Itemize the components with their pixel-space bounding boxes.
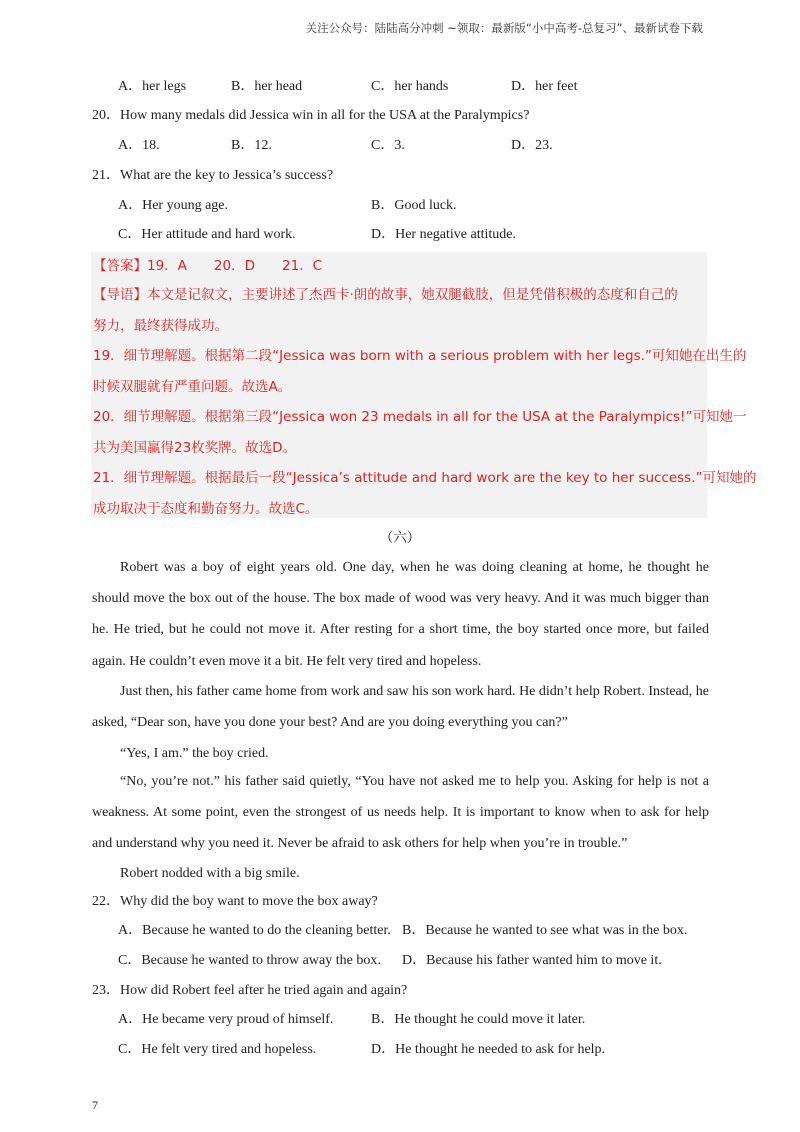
page-number: 7 [92, 1098, 98, 1112]
option-d: D．her feet [511, 79, 578, 94]
explanation-21-line-2: 成功取决于态度和勤奋努力。故选C。 [93, 501, 319, 517]
passage-paragraph-1: Robert was a boy of eight years old. One day, when he was doing cleaning at home, he thought he should move the box out of the house. The box made of wood was very heavy. And it was much bigger than he. He tried, but he could not move it. After resting for a short time, the boy started once more, but failed again. He couldn’t even move it a bit. He felt very tired and hopeless. [92, 560, 709, 669]
passage-paragraph-4: “No, you’re not.” his father said quietly, “You have not asked me to help you. Asking for help is not a weakness. At some point, even the strongest of us needs help. It is important to know when to ask for help and understand why you need it. Never be afraid to ask others for help when you’re in trouble.” [92, 774, 709, 852]
explanation-21-line-1: 21．细节理解题。根据最后一段“Jessica’s attitude and hard work are the key to her success.”可知她的 [93, 470, 757, 486]
option-b: B．Because he wanted to see what was in the box. [402, 923, 688, 938]
option-a: A．Her young age. [118, 198, 229, 213]
option-c: C．her hands [371, 79, 449, 94]
question-22-stem: 22．Why did the boy want to move the box away? [92, 894, 378, 909]
passage-paragraph-5: Robert nodded with a big smile. [120, 866, 300, 881]
option-c: C．He felt very tired and hopeless. [118, 1042, 317, 1057]
option-b: B．12. [231, 138, 272, 153]
option-d: D．Her negative attitude. [371, 227, 517, 242]
explanation-20-line-2: 共为美国赢得23枚奖牌。故选D。 [93, 440, 297, 456]
option-b: B．her head [231, 79, 303, 94]
section-title: （六） [379, 530, 421, 546]
option-c: C．Because he wanted to throw away the box. [118, 953, 381, 968]
explanation-19-line-1: 19．细节理解题。根据第二段“Jessica was born with a serious problem with her legs.”可知她在出生的 [93, 348, 747, 364]
question-21-stem: 21．What are the key to Jessica’s success? [92, 168, 334, 183]
question-23-stem: 23．How did Robert feel after he tried again and again? [92, 983, 408, 998]
guide-line-1: 【导语】本文是记叙文，主要讲述了杰西卡·朗的故事，她双腿截肢，但是凭借积极的态度和自己的 [93, 287, 678, 303]
guide-line-2: 努力，最终获得成功。 [93, 318, 228, 334]
option-a: A．Because he wanted to do the cleaning better. [118, 923, 391, 938]
explanation-20-line-1: 20．细节理解题。根据第三段“Jessica won 23 medals in all for the USA at the Paralympics!”可知她一 [93, 409, 747, 425]
passage-paragraph-3: “Yes, I am.” the boy cried. [120, 746, 269, 761]
option-d: D．He thought he needed to ask for help. [371, 1042, 606, 1057]
header-note: 关注公众号：陆陆高分冲刺 ~领取：最新版“小中高考-总复习”、最新试卷下载 [305, 21, 703, 35]
option-b: B．Good luck. [371, 198, 457, 213]
passage-paragraph-2: Just then, his father came home from work and saw his son work hard. He didn’t help Robert. Instead, he asked, “Dear son, have you done your best? And are you doing everything you can?” [92, 684, 709, 731]
question-20-stem: 20．How many medals did Jessica win in all for the USA at the Paralympics? [92, 108, 530, 123]
option-c: C．Her attitude and hard work. [118, 227, 296, 242]
option-a: A．18. [118, 138, 160, 153]
option-a: A．He became very proud of himself. [118, 1012, 334, 1027]
option-c: C．3. [371, 138, 405, 153]
option-d: D．23. [511, 138, 553, 153]
answer-line: 【答案】19．A 20．D 21．C [93, 258, 323, 274]
option-b: B．He thought he could move it later. [371, 1012, 586, 1027]
option-d: D．Because his father wanted him to move it. [402, 953, 662, 968]
explanation-19-line-2: 时候双腿就有严重问题。故选A。 [93, 379, 292, 395]
option-a: A．her legs [118, 79, 187, 94]
answer-explanation-box [91, 252, 757, 518]
